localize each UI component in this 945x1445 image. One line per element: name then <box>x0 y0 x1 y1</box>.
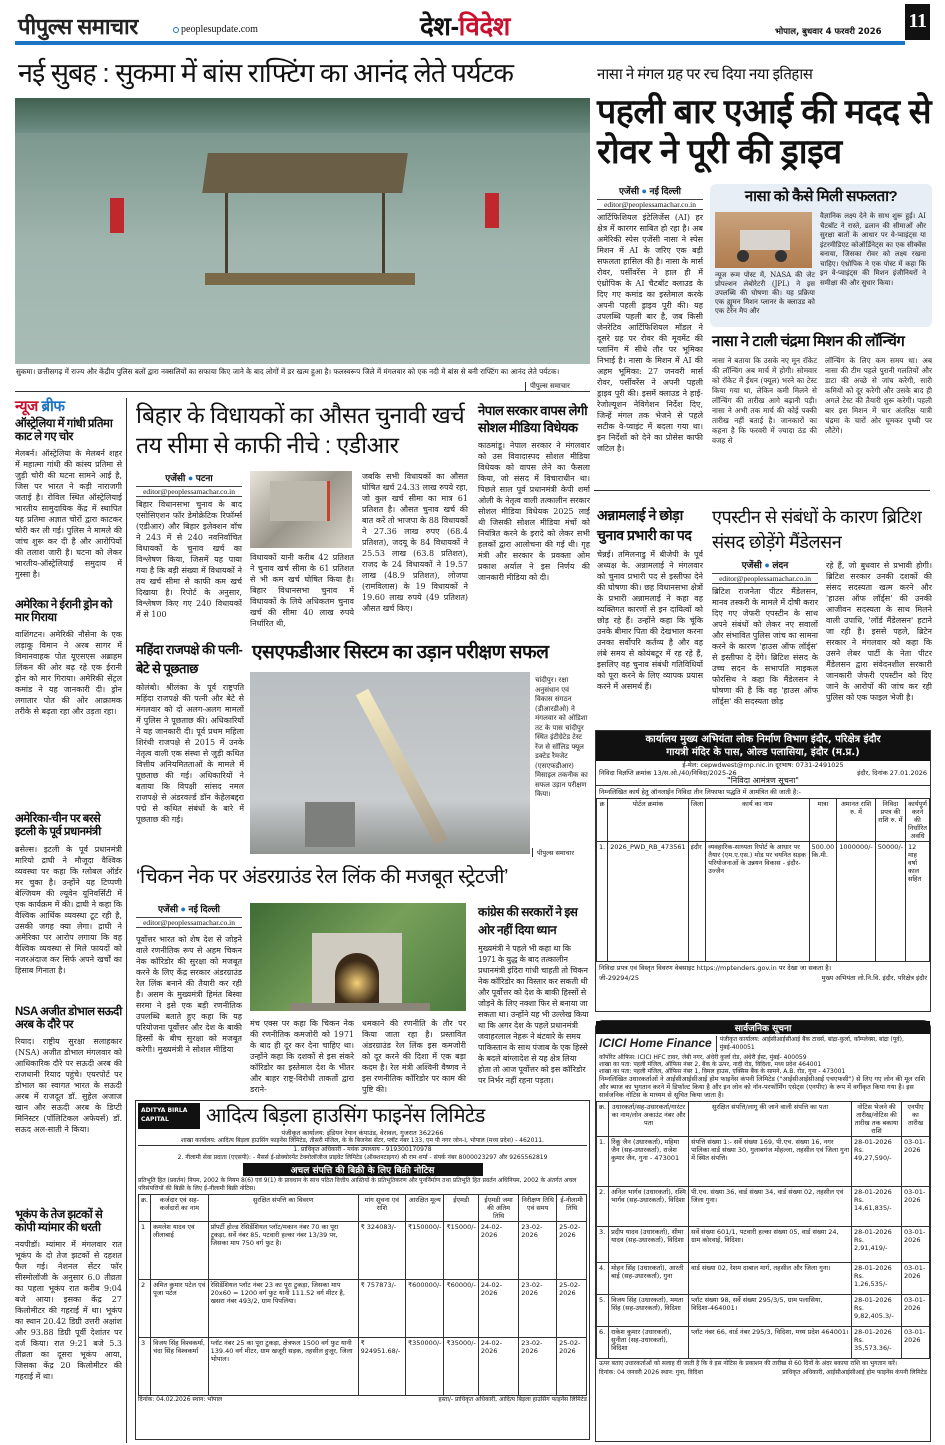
table-cell: सर्वे संख्या 601/1, पटवारी हल्का संख्या 05, वार्ड संख्या 24, ग्राम कोरवाई, विदिशा। <box>689 1227 852 1263</box>
table-row <box>597 1187 930 1227</box>
table-cell: 4. <box>597 1263 609 1295</box>
divider <box>15 391 590 392</box>
table-cell: ₹60000/- <box>444 1280 478 1338</box>
table-cell: 25-02-2026 <box>557 1338 587 1396</box>
congress-headline: कांग्रेस की सरकारों ने इस ओर नहीं दिया ध्यान <box>478 905 578 937</box>
nepal-article <box>478 402 590 605</box>
byline: एजेंसी ● लंदन <box>741 560 789 570</box>
table-cell: व्यवहारिक-साध्यता रिपोर्ट के आधार पर तैयार (एम.ए.एस.) मोड पर चयनित सड़क परियोजनाओं के उन्नयन विकास - इंदौर-उज्जैन <box>706 842 809 962</box>
brief-body: रियाद। राष्ट्रीय सुरक्षा सलाहकार (NSA) अजीत डोभाल मंगलवार को आधिकारिक दौरे पर सऊदी अरब की राजधानी रियाद पहुंचे। एयरपोर्ट पर डोभाल का स्वागत भारत के सऊदी अरब में राजदूत डॉ. सुहेल अजाज खान और सऊदी अरब के डिप्टी मिनिस्टर (पॉलिटिकल अफेयर्स) डॉ. सऊद अल-साती ने किया। <box>15 1037 122 1134</box>
table-header-cell: आरक्षित मूल्य <box>406 1195 444 1222</box>
table-cell: ₹ 324083/- <box>358 1222 405 1280</box>
section-title-part2: विदेश <box>458 11 510 41</box>
table-cell: 28-01-2026 Rs. 49,27,590/- <box>852 1137 902 1187</box>
table-cell: 24-02-2026 <box>478 1222 518 1280</box>
annamalai-article <box>597 505 703 689</box>
article-body-col1: बिहार विधानसभा चुनाव के बाद एसोसिएशन फॉर डेमोक्रेटिक रिफॉर्म्स (एडीआर) और बिहार इलेक्शन वॉच ने 243 में से 240 नवनिर्वाचित विधायकों के चुनाव खर्च का विश्लेषण किया, जिसमें यह पाया गया है कि बड़ी संख्या में विधायकों ने तय खर्च सीमा से काफी कम खर्च दिखाया है। रिपोर्ट के अनुसार, विश्लेषण किए गए 240 विधायकों में से 100 <box>136 500 242 619</box>
table-cell: प्रदीप यादव (उधारकर्ता), सीमा यादव (सह-उधारकर्ता), विदिशा <box>609 1227 689 1263</box>
table-cell: 23-02-2026 <box>519 1222 557 1280</box>
table-cell: 500.00 कि.मी. <box>809 842 837 962</box>
nasa-article <box>597 184 703 498</box>
table-header-cell: क्र <box>597 799 608 842</box>
email[interactable]: editor@peoplessamachar.co.in <box>136 486 242 497</box>
ad-title: आदित्य बिड़ला हाउसिंग फाइनेंस लिमिटेड <box>206 1104 485 1127</box>
table-header-cell: ईएमडी <box>444 1195 478 1222</box>
icici-ad <box>595 1020 931 1442</box>
table-cell: ₹350000/- <box>406 1338 444 1396</box>
ad-footer: निविदा प्रपत्र एवं विस्तृत विवरण वेबसाइट https://mptenders.gov.in पर देखा जा सकता है। <box>599 964 832 972</box>
rajapaksa-body: कोलंबो। श्रीलंका के पूर्व राष्ट्रपति महिंदा राजपक्षे की पत्नी और बेटे से मंगलवार को दो अलग-अलग मामलों में पुलिस ने पूछताछ की। अधिकारियों ने यह जानकारी दी। पूर्व प्रथम महिला शिरंथी राजपक्षे से 2015 में उनके नेतृत्व वाली एक संस्था से जुड़ी कथित वित्तीय अनियमितताओं के मामले में पूछताछ की गई। अधिकारियों ने बताया कि विपक्षी सांसद नमल राजपक्षे से अंडरवर्ल्ड डॉन केहेलबद्दरा पद्मे से कथित संबंधों के बारे में पूछताछ की गई। <box>136 683 244 824</box>
ad-address: कॉर्पोरेट ऑफिस: ICICI HFC टावर, जेबी नगर, अंधेरी कुर्ला रोड, अंधेरी ईस्ट, मुंबई- 400059 <box>599 1054 807 1061</box>
ad-address: शाखा का पता: पहली मंजिल, ऑफिस नंबर 1, विमल हाउस, एक्सिस बैंक के सामने, A.B. रोड, गुना - 473001 <box>599 1068 846 1075</box>
table-cell: कमलेश यादव एवं लीलाबाई <box>151 1222 209 1280</box>
table-cell: प्रॉपर्टी होल्ड रेसिडेंशियल प्लॉट/मकान नंबर 70 का पूरा टुकड़ा, सर्वे नंबर 85, पटवारी हल्का नंबर 13/39 पर, जिसका माप 750 वर्ग फुट है। <box>208 1222 358 1280</box>
table-cell: 5. <box>597 1295 609 1327</box>
congress-body: मुख्यमंत्री ने पहले भी कहा था कि 1971 के युद्ध के बाद तत्कालीन प्रधानमंत्री इंदिरा गांधी चाहती तो चिकन नेक कॉरिडोर का विस्तार कर सकती थी और पूर्वोत्तर को देश के बाकी हिस्सों से जोड़ने के लिए नक्शा फिर से बनाया जा सकता था। उन्होंने यह भी उल्लेख किया था कि अगर देश के पहले प्रधानमंत्री जवाहरलाल नेहरू ने बंटवारे के समय पाकिस्तान के साथ पंजाब के एक हिस्से के बदले बांग्लादेश से यह क्षेत्र लिया होता तो आज पूर्वोत्तर को इस कॉरिडोर पर निर्भर नहीं रहना पड़ता। <box>478 944 589 1085</box>
table-cell: 28-01-2026 Rs. 9,82,405.3/- <box>852 1295 902 1327</box>
table-cell: प्लॉट नंबर 66, वार्ड नंबर 295/3, विदिशा, मध्य प्रदेश 464001। <box>689 1327 852 1359</box>
table-cell: 1000000/- <box>837 842 875 962</box>
table-cell: 1 <box>139 1222 151 1280</box>
ad-footer: ऊपर बताए उधारकर्ताओं को सलाह दी जाती है कि वे इस नोटिस के प्रकाशन की तारीख से 60 दिनों के अंदर बकाया राशि का भुगतान करें। <box>599 1360 898 1367</box>
table-cell: 24-02-2026 <box>478 1280 518 1338</box>
ad-header: कार्यालय मुख्य अभियंता लोक निर्माण विभाग इंदौर, परिक्षेत्र इंदौर गायत्री मंदिर के पास, ओल्ड पलासिया, इंदौर (म.प्र.) <box>596 731 930 761</box>
article-body-col1: पूर्वोत्तर भारत को शेष देश से जोड़ने वाले रणनीतिक रूप से अहम चिकन नेक कॉरिडोर की सुरक्षा को मजबूत करने के लिए केंद्र सरकार अंडरग्राउंड रेल लिंक बनाने की तैयारी कर रही है। असम के मुख्यमंत्री हिमंत बिस्वा सरमा ने इसे एक बड़ी रणनीतिक उपलब्धि बताते हुए कहा कि यह परियोजना पूर्वोत्तर और देश के बाकी हिस्सों के बीच सुरक्षा को मजबूत करेगी। मुख्यमंत्री ने सोशल मीडिया <box>136 935 242 1054</box>
annamalai-body: चेन्नई। तमिलनाडु में बीजेपी के पूर्व अध्यक्ष के. अन्नामलाई ने मंगलवार को चुनाव प्रभारी पद से इस्तीफा देने की घोषणा की। छह विधानसभा क्षेत्रों के प्रभारी अन्नामलाई ने कहा वह व्यक्तिगत कारणों से इन दायित्वों को छोड़ रहे हैं। उन्होंने कहा कि चूंकि उनके बीमार पिता की देखभाल करना उनका सर्वोपरि कर्तव्य है और वह लंबे समय से कोयंबटूर में रह रहे हैं, इसलिए वह चुनाव संबंधी गतिविधियों को पूरा करने के लिए व्यापक प्रयास करने में असमर्थ हैं। <box>597 550 703 691</box>
table-cell: रिंकू जैन (उधारकर्ता), महिमा जैन (सह-उधारकर्ता), राजेश कुमार जैन, गुना - 473001 <box>609 1137 689 1187</box>
brief-item <box>15 813 122 997</box>
table-cell: ₹15000/- <box>444 1222 478 1280</box>
table-header-cell: ईएमडी जमा की अंतिम तिथि <box>478 1195 518 1222</box>
table-cell: 03-01-2026 <box>902 1227 930 1263</box>
table-cell: 1. <box>597 1137 609 1187</box>
ad-intro: निम्नलिखित कार्य हेतु ऑनलाईन निविदा तीन लिफाफा पद्धति में आमंत्रित की जाती है:- <box>596 785 930 798</box>
ad-banner: सार्वजनिक सूचना <box>596 1021 930 1034</box>
box-body: वैज्ञानिक लक्ष्य देने के साथ शुरू हुई। AI चैटबॉट ने रास्ते, ढलान की सीमाओं और सुरक्षा बातों के आधार पर वे-प्वाइंट्स या इंटरमीडिएट कोऑर्डिनेट्स का एक सीक्वेंस बनाया, जिसका रोवर को लक्ष्य रखना चाहिए। एंथ्रोपिक ने एक पोस्ट में कहा कि इन वे-प्वाइंट्स की मिशन इंजीनियरों ने समीक्षा की और सुधार किया। <box>820 212 926 287</box>
table-cell: पी.एच. संख्या 36, वार्ड संख्या 34, वार्ड संख्या 02, तहसील एवं जिला गुना। <box>689 1187 852 1227</box>
brief-body: नयपीडॉ। म्यांमार में मंगलवार रात भूकंप के दो तेज झटकों से दहशत फैल गई। नेशनल सेंटर फॉर सीस्मोलॉजी के अनुसार 6.0 तीव्रता का पहला भूकंप रात करीब 9:04 बजे आया। इसका केंद्र 27 किलोमीटर की गहराई में था। भूकंप का स्थान 20.42 डिग्री उत्तरी अक्षांश और 93.88 डिग्री पूर्वी देशांतर पर दर्ज किया। रात 9:21 बजे 5.3 तीव्रता का दूसरा भूकंप आया, जिसका केंद्र 20 किलोमीटर की गहराई में था। <box>15 1240 122 1382</box>
table-header-cell: कार्य का नाम <box>706 799 809 842</box>
table-cell: 03-01-2026 <box>902 1137 930 1187</box>
chicken-neck-headline: ‘चिकन नेक पर अंडरग्राउंड रेल लिंक की मजबूत स्ट्रेटजी’ <box>136 866 508 888</box>
table-cell: 12 माह वर्षा काल सहित <box>905 842 929 962</box>
photo-credit: पीपुल्स समाचार <box>532 848 574 857</box>
table-row <box>139 1195 587 1222</box>
ad-banner: अचल संपत्ति की बिक्री के लिए बिक्री नोटिस <box>243 1163 483 1176</box>
table-header-cell: नोटिस भेजने की तारीख/नोटिस की तारीख तक बकाया राशि <box>852 1102 902 1137</box>
table-cell: 03-01-2026 <box>902 1187 930 1227</box>
ad-ref-line: निविदा विज्ञप्ति क्रमांक 13/स.ओ./40/निविदा/2025-26 इंदौर, दिनांक 27.01.2026 <box>599 769 927 777</box>
nasa-kicker: नासा ने मंगल ग्रह पर रच दिया नया इतिहास <box>597 66 813 83</box>
table-cell: 24-02-2026 <box>478 1338 518 1396</box>
table-header-cell: क्र. <box>597 1102 609 1137</box>
auction-table <box>138 1194 587 1396</box>
table-header-cell: मात्रा <box>809 799 837 842</box>
table-header-cell: एनपीए का तारीख <box>902 1102 930 1137</box>
tender-table <box>596 798 930 962</box>
news-brief <box>15 398 127 1443</box>
rajapaksa-headline: महिंदा राजपक्षे की पत्नी-बेटे से पूछताछ <box>136 642 243 676</box>
table-row <box>597 1263 930 1295</box>
byline: एजेंसी ● नई दिल्ली <box>618 186 682 196</box>
table-cell: 3. <box>597 1227 609 1263</box>
ad-sign-line: दिनांक: 04 जनवरी 2026 स्थान: गुना, विदिशा प्राधिकृत अधिकारी, आईसीआईसीआई होम फाइनेंस कंपनी लिमिटेड <box>599 1369 927 1376</box>
brief-headline: NSA अजीत डोभाल सऊदी अरब के दौरे पर <box>15 1005 122 1031</box>
brief-item <box>15 1006 122 1201</box>
table-cell: विजय सिंह (उधारकर्ता), ममता सिंह (सह-उधारकर्ता), विदिशा <box>609 1295 689 1327</box>
brief-item <box>15 418 122 590</box>
table-row <box>597 1295 930 1327</box>
table-header-cell: अमानत राशि रु. में <box>837 799 875 842</box>
table-row <box>597 842 930 962</box>
table-cell: 25-02-2026 <box>557 1280 587 1338</box>
table-header-cell: मांग सूचना एवं राशि <box>358 1195 405 1222</box>
table-cell: 2. <box>597 1187 609 1227</box>
photo-credit: पीपुल्स समाचार <box>525 382 570 391</box>
ad-intro: प्रतिभूति हित (प्रवर्तन) नियम, 2002 के नियम 8(6) एवं 9(1) के प्रावधान के साथ पठित वित्तीय आस्तियों के प्रतिभूतिकरण और पुनर्निर्माण तथा प्रतिभूति हित प्रवर्तन अधिनियम, 2002 के अंतर्गत अचल परिसंपत्तियों की बिक्री के लिए ई-नीलामी बिक्री नोटिस। <box>138 1177 577 1192</box>
table-header-cell: निविदा प्रपत्र की राशि रु. में <box>875 799 905 842</box>
npa-table <box>596 1101 930 1359</box>
ad-sign-line: दिनांक: 04.02.2026 स्थान: भोपाल हस्ता/- प्राधिकृत अधिकारी, आदित्य बिड़ला हाउसिंग फाइनेंस लिमिटेड <box>138 1396 587 1403</box>
website[interactable]: peoplesupdate.com <box>181 24 258 35</box>
table-row <box>139 1222 587 1280</box>
currency-image <box>250 471 352 548</box>
table-cell: 1. <box>597 842 608 962</box>
ad-contact: ई-मेल: cepwdwest@mp.nic.in दूरभाष: 0731-2491025 <box>682 761 844 769</box>
nepal-body: काठमांडू। नेपाल सरकार ने मंगलवार को उस विवादास्पद सोशल मीडिया विधेयक को वापस लेने का फैसला किया, जो संसद में विचाराधीन था। पिछले साल पूर्व प्रधानमंत्री केपी शर्मा ओली के नेतृत्व वाली तत्कालीन सरकार सोशल मीडिया विधेयक 2025 लाई थी जिसकी सोशल मीडिया मंचों को नियंत्रित करने के इरादे को लेकर सभी हलकों द्वारा आलोचना की गई थी। गृह मंत्री और सरकार के प्रवक्ता ओम प्रकाश अर्याल ने इस निर्णय की जानकारी मीडिया को दी। <box>478 441 590 582</box>
brief-body: मेलबर्न। ऑस्ट्रेलिया के मेलबर्न शहर में महात्मा गांधी की कांस्य प्रतिमा से जुड़ी चोरी की घटना सामने आई है, जिस पर भारत ने कड़ी नाराजगी जताई है। रोविल स्थित ऑस्ट्रेलियाई भारतीय सामुदायिक केंद्र में स्थापित यह प्रतिमा अज्ञात चोरों द्वारा काटकर चोरी कर ली गई। पुलिस ने मामले की जांच शुरू कर दी है और आरोपियों की तलाश जारी है। घटना को लेकर भारतीय-ऑस्ट्रेलियाई समुदाय में गुस्सा है। <box>15 448 122 579</box>
epstein-headline: एपस्टीन से संबंधों के कारण ब्रिटिश संसद छोड़ेंगे मैंडेलसन <box>712 507 922 552</box>
table-cell: 23-02-2026 <box>519 1280 557 1338</box>
aditya-birla-logo: ADITYA BIRLA CAPITAL <box>138 1103 200 1129</box>
table-header-cell: पोर्टल क्रमांक <box>608 799 688 842</box>
ad-contact: 2. नीलामी सेवा प्रदाता (एएसपी): - मैसर्स ई-प्रोक्योरमेंट टेक्नोलॉजीज प्राइवेट लिमिटेड (ऑक्शनटाइगर) श्री राम शर्मा - संपर्क नंबर 8000023297 और 9265562819 <box>177 1154 548 1161</box>
ad-notice: "निविदा आमंत्रण सूचना" <box>727 776 799 785</box>
article-body-col1: ब्रिटिश राजनेता पीटर मैंडेलसन, मानव तस्करी के मामले में दोषी करार दिए गए जेफरी एपस्टीन के साथ अपने संबंधों को लेकर नए सवालों और संभावित पुलिस जांच का सामना करने के कारण 'हाउस ऑफ लॉर्ड्स' से इस्तीफा दे देंगे। ब्रिटिश संसद के उच्च सदन के सभापति माइकल फोरसिथ ने कहा कि मैंडेलसन ने घोषणा की है कि वह 'हाउस ऑफ लॉर्ड्स' की सदस्यता छोड़ <box>712 587 818 706</box>
byline: एजेंसी ● नई दिल्ली <box>157 904 221 914</box>
aditya-birla-ad <box>135 1100 590 1440</box>
brief-headline: भूकंप के तेज झटकों से कांपी म्यांमार की धरती <box>15 1209 103 1235</box>
page-number: 11 <box>905 4 930 40</box>
table-cell: रेसिडेंशियल प्लॉट नंबर 23 का पूरा टुकड़ा, जिसका माप 20x60 = 1200 वर्ग फुट यानी 111.52 वर्ग मीटर है, खसरा नंबर 493/2, ग्राम पिपलिया। <box>208 1280 358 1338</box>
box-caption: न्यूज रूम पोस्ट में, NASA की जेट प्रोपल्शन लेबोरेटरी (JPL) ने इस उपलब्धि की घोषणा की। यह प्रक्रिया एक ह्यूमन मिशन प्लानर के क्लाउड को एक टेरेन मैप और <box>715 271 815 315</box>
table-header-cell: सुरक्षित संपत्ति का विवरण <box>208 1195 358 1222</box>
article-body: आर्टिफिशियल इंटेलिजेंस (AI) हर क्षेत्र में कारगर साबित हो रहा है। अब अमेरिकी स्पेस एजेंसी नासा ने स्पेस मिशन में AI के जरिए एक बड़ी सफलता हासिल की है। नासा के मार्स रोवर, पर्सीवरेंस ने हाल ही में एंथ्रोपिक के AI चैटबॉट क्लाउड के दिए गए कमांड का इस्तेमाल करके अपनी पहली ड्राइव पूरी की। यह उपलब्धि पहली बार है, जब किसी जेनरेटिव आर्टिफिशियल मॉडल ने दूसरे ग्रह पर रोवर की मूवमेंट की प्लानिंग में सीधे तौर पर भूमिका निभाई है। नासा के मिशन में AI की अहम भूमिका: 27 जनवरी मार्स रोवर, पर्सीवरेंस ने अपनी पहली ड्राइव पूरी की। इसमें क्लाउड ने हाई-रेजोल्यूशन नेविगेशन निर्देश दिए, जिन्हें मंगल तक भेजने से पहले सटीक वे-प्वाइंट में बदला गया था। इन निर्देशों को देने का प्रोसेस काफी जटिल है। <box>597 213 704 453</box>
newspaper-logo: पीपुल्स समाचार <box>18 14 138 39</box>
table-cell: 3 <box>139 1338 151 1396</box>
masthead-rule <box>15 41 905 45</box>
email[interactable]: editor@peoplessamachar.co.in <box>597 199 703 210</box>
section-title <box>420 12 510 42</box>
photo-caption: सुकमा। छत्तीसगढ़ में राज्य और केंद्रीय पुलिस बलों द्वारा नक्सलियों का सफाया किए जाने के बाद लोगों में डर खत्म हुआ है। फलस्वरूप जिले में मंगलवार को एक नदी में बांस से बनी राफ्टिंग का आनंद लेते पर्यटक। <box>16 367 560 376</box>
table-cell: 6. <box>597 1327 609 1359</box>
ad-contact: 1. प्राधिकृत अधिकारी - मयंक उपाध्याय - 919300170978 <box>138 1145 587 1154</box>
ad-address: शाखा का पता: पहली मंजिल, ऑफिस नंबर 2, बैंक के ऊपर, नादी रोड, विदिशा, मध्य प्रदेश 464001 <box>599 1061 822 1068</box>
ad-address: पंजीकृत कार्यालय: आईसीआईसीआई बैंक टावर्स, बांद्रा-कुर्ला, कॉम्प्लेक्स, बांद्रा (पूर्व), मुंबई-400051 <box>716 1036 927 1052</box>
table-cell: ₹150000/- <box>406 1222 444 1280</box>
table-cell: 2 <box>139 1280 151 1338</box>
article-body-col3: धमकाने की रणनीति के तौर पर किया जाता रहा है। प्रस्तावित अंडरग्राउंड रेल लिंक इस कमजोरी को दूर करने की दिशा में एक बड़ा कदम है। रेल मंत्री अश्विनी वैष्णव ने इस रणनीतिक कॉरिडोर पर काम की पुष्टि की। <box>362 1019 466 1094</box>
table-cell: ₹ 924951.68/- <box>358 1338 405 1396</box>
table-cell: 23-02-2026 <box>519 1338 557 1396</box>
divider <box>594 490 930 491</box>
table-cell: ₹35000/- <box>444 1338 478 1396</box>
sfdr-caption: चांदीपुर। रक्षा अनुसंधान एवं विकास संगठन (डीआरडीओ) ने मंगलवार को ओडिशा तट के पास चांदीपुर स्थित इंटीग्रेटेड टेस्ट रेंज से सॉलिड फ्यूल डक्टेड रैमजेट (एसएफडीआर) मिसाइल तकनीक का सफल उड़ान परीक्षण किया। <box>535 676 588 798</box>
ad-address: पंजीकृत कार्यालय: इंडियन रेयान कंपाउंड, वेरावल, गुजरात 362266 <box>281 1129 444 1137</box>
table-cell: राकेश कुमार (उधारकर्ता), सुनीता (सह-उधारकर्ता), विदिशा <box>609 1327 689 1359</box>
epstein-article <box>712 558 818 707</box>
table-cell: 50000/- <box>875 842 905 962</box>
rajapaksa-article <box>136 640 244 858</box>
rover-image <box>715 212 812 268</box>
table-cell: प्लॉट संख्या 98, सर्वे संख्या 295/3/5, ग्राम पलासिया, विदिशा-464001। <box>689 1295 852 1327</box>
masthead <box>15 8 930 44</box>
table-cell: 03-01-2026 <box>902 1263 930 1295</box>
table-cell: 2026_PWD_RB_473561 <box>608 842 688 962</box>
table-row <box>139 1338 587 1396</box>
table-cell: मोहन सिंह (उधारकर्ता), आरती बाई (सह-उधारकर्ता), गुना <box>609 1263 689 1295</box>
email[interactable]: editor@peoplessamachar.co.in <box>712 573 818 584</box>
ad-address: शाखा कार्यालय: आदित्य बिड़ला हाउसिंग फाइनेंस लिमिटेड, तीसरी मंजिल, के के बिजनेस सेंटर, प्लॉट नंबर 133, एम पी नगर जोन-I, भोपाल (मध्य प्रदेश) - 462011. <box>181 1137 544 1144</box>
table-cell: संपत्ति संख्या 1:- सर्वे संख्या 169, पी.एच. संख्या 16, नगर पालिका वार्ड संख्या 30, गुलाबगंज मोहल्ला, तहसील एवं जिला गुना में स्थित संपत्ति। <box>689 1137 852 1187</box>
article-body-col3: जबकि सभी विधायकों का औसत घोषित खर्च 24.33 लाख रुपये रहा, जो कुल खर्च सीमा का मात्र 61 प्रतिशत है। औसत चुनाव खर्च की बात करें तो भाजपा के 88 विधायकों ने 27.36 लाख रुपए (68.4 प्रतिशत), जदयू के 84 विधायकों ने 25.53 लाख (63.8 प्रतिशत), राजद के 24 विधायकों ने 19.57 लाख (48.9 प्रतिशत), लोजपा (रामविलास) के 19 विधायकों ने 19.60 लाख रुपये (49 प्रतिशत) औसत खर्च किए। <box>362 472 468 613</box>
table-row <box>597 799 930 842</box>
table-header-cell: कार्यपूर्ण करने की निर्धारित अवधि <box>905 799 929 842</box>
table-cell: प्लॉट नंबर 25 का पूरा टुकड़ा, क्षेत्रफल 1500 वर्ग फुट यानी 139.40 वर्ग मीटर, ग्राम खजूरी सड़क, तहसील हुजूर, जिला भोपाल। <box>208 1338 358 1396</box>
email[interactable]: editor@peoplessamachar.co.in <box>136 917 242 928</box>
article-body-col2: विधायकों यानी करीब 42 प्रतिशत ने चुनाव खर्च सीमा के 61 प्रतिशत से भी कम खर्च घोषित किया है। बिहार विधानसभा चुनाव में विधायकों के लिये अधिकतम चुनाव खर्च की सीमा 40 लाख रुपये निर्धारित थी, <box>250 553 354 628</box>
nepal-headline: नेपाल सरकार वापस लेगी सोशल मीडिया विधेयक <box>478 403 588 435</box>
bihar-headline: बिहार के विधायकों का औसत चुनावी खर्च तय सीमा से काफी नीचे : एडीआर <box>136 402 465 458</box>
tunnel-image <box>250 903 466 1011</box>
section-title-part1: देश- <box>420 11 459 41</box>
table-cell: 28-01-2026 Rs. 1,26,535/- <box>852 1263 902 1295</box>
moon-body-col2: लॉन्चिंग के लिए कम समय था। अब नासा की टीम पहले पुरानी गलतियों और डाटा की अच्छे से जांच करेगी, सारी कमियों को दूर करेगी और उसके बाद ही अगले टेस्ट की तैयारी शुरू करेगी। पहली बार इस मिशन में चार अंतरिक्ष यात्री चंद्रमा के चारों ओर घूमकर पृथ्वी पर लौटेंगे। <box>825 356 932 435</box>
ad-sign-line: जी-29294/25 मुख्य अभियंता लो.नि.वि. इंदौर, परिक्षेत्र इंदौर <box>599 974 927 982</box>
table-header-cell: निरीक्षण तिथि एवं समय <box>519 1195 557 1222</box>
chicken-neck-article <box>136 902 242 1092</box>
brief-item <box>15 599 122 805</box>
brief-headline: ऑस्ट्रेलिया में गांधी प्रतिमा काट ले गए चोर <box>15 418 113 444</box>
table-header-cell: सुरक्षित संपत्ति/लागू की जाने वाली संपत्ति का पता <box>689 1102 852 1137</box>
table-row <box>139 1280 587 1338</box>
pwd-tender-ad <box>595 730 931 1012</box>
table-header-cell: ई-नीलामी तिथि <box>557 1195 587 1222</box>
box-title: नासा को कैसे मिली सफलता? <box>744 188 898 205</box>
brief-body: ब्रसेल्स। इटली के पूर्व प्रधानमंत्री मारियो द्राघी ने मौजूदा वैश्विक व्यवस्था पर कहा कि ग्लोबल ऑर्डर मर चुका है। उन्होंने यह टिप्पणी बेल्जियम की ल्यूवेन यूनिवर्सिटी में एक कार्यक्रम में की। द्राघी ने कहा कि वैश्विक आर्थिक व्यवस्था टूट रही है, उसकी जगह क्या लेगा। द्राघी ने अमेरिका पर आरोप लगाया कि वह वैश्विक व्यवस्था से मिले फायदों को नजरअंदाज कर सिर्फ अपने खर्चों का हिसाब गिनाता है। <box>15 844 122 975</box>
table-cell: 03-01-2026 <box>902 1327 930 1359</box>
icici-logo: ICICI Home Finance <box>599 1036 712 1050</box>
table-cell: 25-02-2026 <box>557 1222 587 1280</box>
byline: एजेंसी ● पटना <box>165 473 213 483</box>
table-cell: 28-01-2026 Rs. 14,61,835/- <box>852 1187 902 1227</box>
globe-icon <box>173 27 179 33</box>
table-row <box>597 1327 930 1359</box>
table-cell: 03-01-2026 <box>902 1295 930 1327</box>
moon-body-col1: नासा ने बताया कि उसके नए मून रॉकेट की लॉन्चिंग अब मार्च में होगी। सोमवार को रॉकेट में ईंधन (फ्यूल) भरने का टेस्ट किया गया था, लेकिन कमी मिलने से लॉन्चिंग की तारीख आगे बढ़ानी पड़ी। नासा ने अभी तक मार्च की कोई पक्की तारीख नहीं बताई है। जानकारों का कहना है कि फरवरी में ज्यादा ठंड की वजह से <box>712 356 817 445</box>
table-cell: इंदौर <box>688 842 706 962</box>
congress-sidebar <box>478 903 590 1093</box>
table-row <box>597 1102 930 1137</box>
news-brief-title: न्यूज ब्रीफ <box>15 398 65 415</box>
brief-headline: अमेरिका-चीन पर बरसे इटली के पूर्व प्रधानमंत्री <box>15 813 101 839</box>
brief-item <box>15 1209 122 1393</box>
dateline: भोपाल, बुधवार 4 फरवरी 2026 <box>775 27 882 37</box>
sfdr-headline: एसएफडीआर सिस्टम का उड़ान परीक्षण सफल <box>252 642 549 663</box>
table-cell: अनिल भार्गव (उधारकर्ता), रश्मि भार्गव (सह-उधारकर्ता), विदिशा <box>609 1187 689 1227</box>
table-header-cell: उधारकर्ता/सह-उधारकर्ता/गारंटर का नाम/लोन अकाउंट नंबर और पता <box>609 1102 689 1137</box>
table-cell: ₹600000/- <box>406 1280 444 1338</box>
bihar-article <box>136 471 242 629</box>
brief-headline: अमेरिका ने ईरानी ड्रोन को मार गिराया <box>15 598 112 624</box>
ad-intro: निम्नलिखित उधारकर्ताओं ने आईसीआईसीआई होम फाइनेंस कंपनी लिमिटेड ("आईसीआईसीआई एचएफसी") से लिए गए लोन की मूल राशि और ब्याज का भुगतान करने में डिफॉल्ट किया है और इन लोन को नॉन-परफॉर्मिंग एसेट्स (एनपीए) के रूप में वर्गीकृत किया गया है। इस सार्वजनिक नोटिस के माध्यम से सूचित किया जाता है। <box>599 1075 925 1099</box>
table-header-cell: क्र. <box>139 1195 151 1222</box>
table-row <box>597 1137 930 1187</box>
brief-body: वाशिंगटन। अमेरिकी नौसेना के एक लड़ाकू विमान ने अरब सागर में विमानवाहक पोत यूएसएस अब्राहम लिंकन की ओर बढ़ रहे एक ईरानी ड्रोन को मार गिराया। अमेरिकी सेंट्रल कमांड ने यह जानकारी दी। ड्रोन लगातार पोत की ओर आक्रामक तरीके से बढ़ता रहा और उड़ता रहा। <box>15 630 122 717</box>
table-cell: वार्ड संख्या 02, रेशम दाबाल मार्ग, तहसील और जिला गुना। <box>689 1263 852 1295</box>
table-cell: अमित कुमार पटेल एवं पूजा पटेल <box>151 1280 209 1338</box>
photo-story-headline: नई सुबह : सुकमा में बांस राफ्टिंग का आनंद लेते पर्यटक <box>18 58 514 88</box>
table-header-cell: कर्जदार एवं सह-कर्जदारों का नाम <box>151 1195 209 1222</box>
table-cell: ₹ 757873/- <box>358 1280 405 1338</box>
annamalai-headline: अन्नामलाई ने छोड़ा चुनाव प्रभारी का पद <box>597 507 692 543</box>
article-body-col2: मंच एक्स पर कहा कि चिकन नेक की रणनीतिक कमजोरी को 1971 के बाद ही दूर कर देना चाहिए था। उन्होंने कहा कि दशकों से इस संकरे कॉरिडोर का इस्तेमाल देश के भीतर और बाहर राष्ट्र-विरोधी ताकतों द्वारा डराने- <box>250 1019 354 1094</box>
table-cell: 28-01-2026 Rs. 2,91,419/- <box>852 1227 902 1263</box>
rafting-photo <box>15 98 590 364</box>
moon-headline: नासा ने टाली चंद्रमा मिशन की लॉन्चिंग <box>712 333 905 350</box>
table-cell: विजय सिंह विश्वकर्मा, चंदा सिंह विश्वकर्मा <box>151 1338 209 1396</box>
nasa-info-box <box>710 184 932 327</box>
missile-image <box>250 672 530 854</box>
article-body-col2: रहे हैं, जो बुधवार से प्रभावी होगी। ब्रिटिश सरकार उनकी दशकों की संसद सदस्यता खत्म करने और 'हाउस ऑफ लॉर्ड्स' की उनकी आजीवन सदस्यता के साथ मिलने वाली उपाधि, 'लॉर्ड मैंडेलसन' हटाने जा रही है। इससे पहले, ब्रिटेन सरकार ने मंगलवार को कहा कि उसने लेबर पार्टी के नेता पीटर मैंडेलसन द्वारा संवेदनशील सरकारी जानकारी जेफरी एपस्टीन को दिए जाने के आरोपों की जांच कर रही पुलिस को एक फाइल भेजी है। <box>826 561 932 702</box>
table-header-cell: जिला <box>688 799 706 842</box>
table-cell: 28-01-2026 Rs. 35,573.36/- <box>852 1327 902 1359</box>
nasa-headline: पहली बार एआई की मदद से रोवर ने पूरी की ड्राइव <box>597 93 932 171</box>
table-row <box>597 1227 930 1263</box>
